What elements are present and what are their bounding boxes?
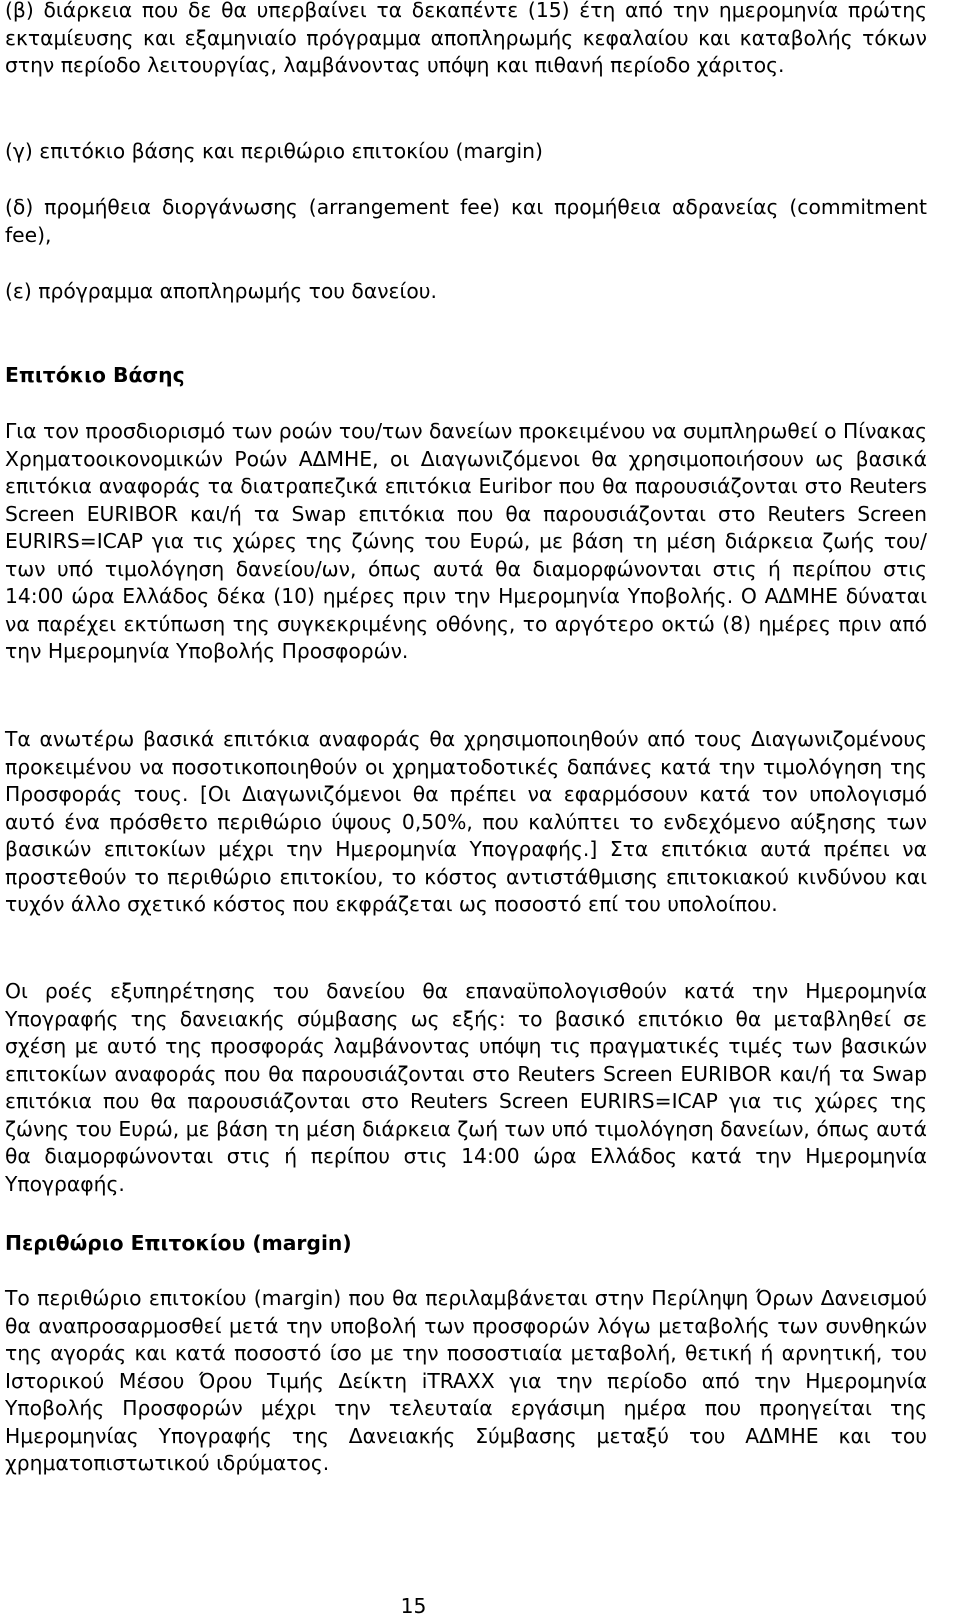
heading-base-rate: Επιτόκιο Βάσης — [5, 363, 185, 387]
base-rate-paragraph-1: Για τον προσδιορισμό των ροών του/των δανείων προκειμένου να συμπληρωθεί ο Πίνακας Χρηματοοικονομικών Ροών ΑΔΜΗΕ, οι Διαγωνιζόμενοι θα χρησιμοποιήσουν ως βασικά επιτόκια αναφοράς τα διατραπεζικά επιτόκια Euribor που θα παρουσιάζονται στο Reuters Screen EURIBOR και/ή τα Swap επιτόκια που θα παρουσιάζονται στο Reuters Screen EURIRS=ICAP για τις χώρες της ζώνης του Ευρώ, με βάση τη μέση διάρκεια ζωής του/των υπό τιμολόγηση δανείου/ων, όπως αυτά θα διαμορφώνονται στις ή περίπου στις 14:00 ώρα Ελλάδος δέκα (10) ημέρες πριν την Ημερομηνία Υποβολής. Ο ΑΔΜΗΕ δύναται να παρέχει εκτύπωση της συγκεκριμένης οθόνης, το αργότερο οκτώ (8) ημέρες πριν από την Ημερομηνία Υποβολής Προσφορών. — [5, 419, 927, 663]
page-number: 15 — [400, 1594, 427, 1618]
heading-margin: Περιθώριο Επιτοκίου (margin) — [5, 1231, 352, 1255]
paragraph-e: (ε) πρόγραμμα αποπληρωμής του δανείου. — [5, 279, 437, 303]
base-rate-paragraph-3: Οι ροές εξυπηρέτησης του δανείου θα επαναϋπολογισθούν κατά την Ημερομηνία Υπογραφής της δανειακής σύμβασης ως εξής: το βασικό επιτόκιο θα μεταβληθεί σε σχέση με αυτό της προσφοράς λαμβάνοντας υπόψη τις πραγματικές τιμές των βασικών επιτοκίων αναφοράς που θα παρουσιάζονται στο Reuters Screen EURIBOR και/ή τα Swap επιτόκια που θα παρουσιάζονται στο Reuters Screen EURIRS=ICAP για τις χώρες της ζώνης του Ευρώ, με βάση τη μέση διάρκεια ζωή των υπό τιμολόγηση δανείων, όπως αυτά θα διαμορφώνονται στις ή περίπου στις 14:00 ώρα Ελλάδος κατά την Ημερομηνία Υπογραφής. — [5, 979, 927, 1196]
margin-paragraph-1: Το περιθώριο επιτοκίου (margin) που θα περιλαμβάνεται στην Περίληψη Όρων Δανεισμού θα αναπροσαρμοσθεί μετά την υποβολή των προσφορών λόγω μεταβολής των συνθηκών της αγοράς και κατά ποσοστό ίσο με την ποσοστιαία μεταβολή, θετική ή αρνητική, του Ιστορικού Μέσου Όρου Τιμής Δείκτη iTRAXX για την περίοδο από την Ημερομηνία Υποβολής Προσφορών μέχρι την τελευταία εργάσιμη ημέρα που προηγείται της Ημερομηνίας Υπογραφής της Δανειακής Σύμβασης μεταξύ του ΑΔΜΗΕ και του χρηματοπιστωτικού ιδρύματος. — [5, 1286, 927, 1475]
paragraph-b: (β) διάρκεια που δε θα υπερβαίνει τα δεκαπέντε (15) έτη από την ημερομηνία πρώτης εκταμίευσης και εξαμηνιαίο πρόγραμμα αποπληρωμής κεφαλαίου και καταβολής τόκων στην περίοδο λειτουργίας, λαμβάνοντας υπόψη και πιθανή περίοδο χάριτος. — [5, 0, 927, 77]
paragraph-d: (δ) προμήθεια διοργάνωσης (arrangement fee) και προμήθεια αδρανείας (commitment fee), — [5, 195, 927, 247]
paragraph-c: (γ) επιτόκιο βάσης και περιθώριο επιτοκίου (margin) — [5, 139, 543, 163]
base-rate-paragraph-2: Τα ανωτέρω βασικά επιτόκια αναφοράς θα χρησιμοποιηθούν από τους Διαγωνιζομένους προκειμένου να ποσοτικοποιηθούν οι χρηματοδοτικές δαπάνες κατά την τιμολόγηση της Προσφοράς τους. [Οι Διαγωνιζόμενοι θα πρέπει να εφαρμόσουν κατά τον υπολογισμό αυτό ένα πρόσθετο περιθώριο ύψους 0,50%, που καλύπτει το ενδεχόμενο αύξησης των βασικών επιτοκίων μέχρι την Ημερομηνία Υπογραφής.] Στα επιτόκια αυτά πρέπει να προστεθούν το περιθώριο επιτοκίου, το κόστος αντιστάθμισης επιτοκιακού κινδύνου και τυχόν άλλο σχετικό κόστος που εκφράζεται ως ποσοστό επί του υπολοίπου. — [5, 727, 927, 916]
